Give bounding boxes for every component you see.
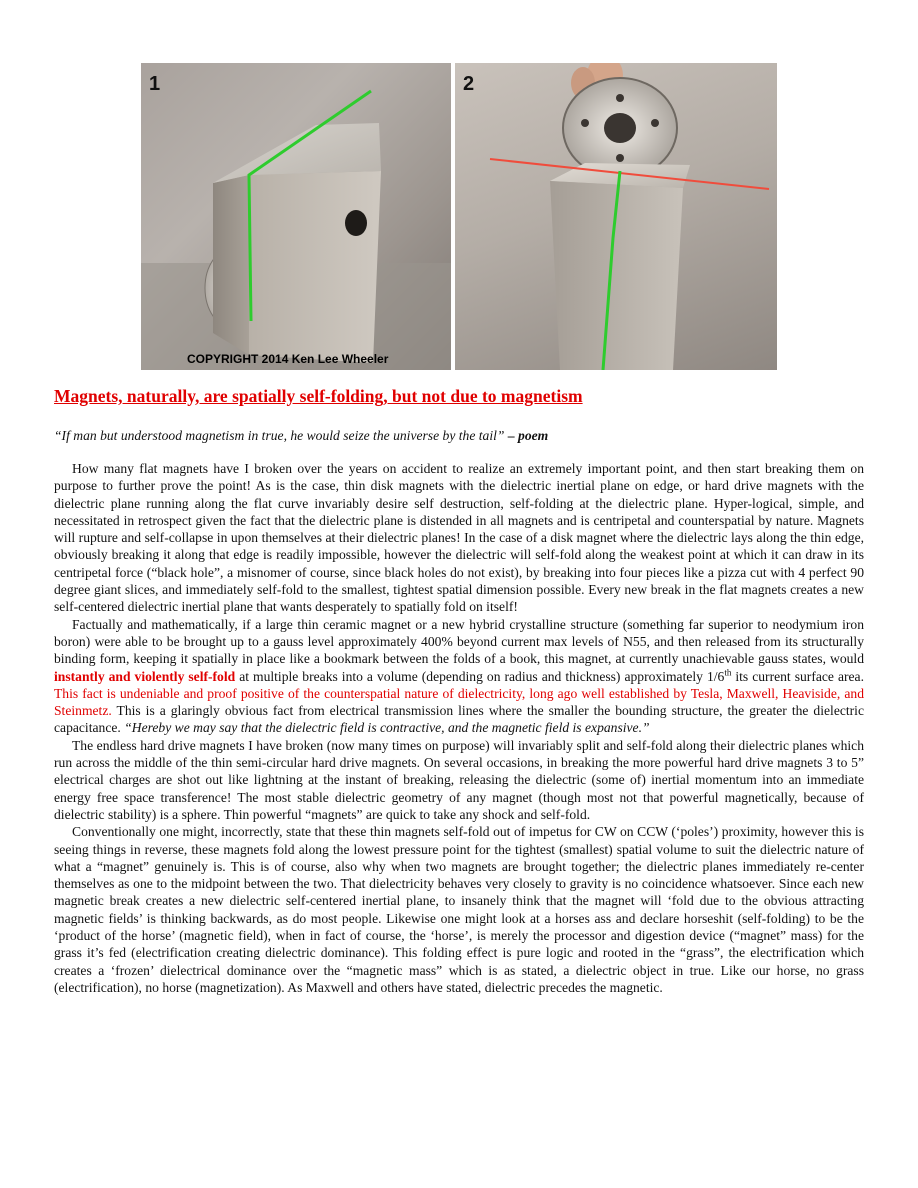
epigraph-quote: “If man but understood magnetism in true, he would seize the universe by the tail” [54,428,505,443]
panel-number-1: 1 [149,73,161,95]
cube-magnet-illustration [455,63,777,370]
paragraph-4: Conventionally one might, incorrectly, state that these thin magnets self-fold out of impetus for CW on CCW (‘poles’) proximity, however this is seeing things in reverse, these magnets fold along the lowest pressure point for the tightest (smallest) spatial volume to suit the dielectric nature of what a “magnet” genuinely is. This is of course, also why when two magnets are brought together; the dielectric planes immediately re-center themselves as one to the midpoint between the two. That dielectricity behaves very closely to gravity is no coincidence whatsoever. Since each new magnetic break creates a new dielectric self-centered inertial plane, to insanely think that the magnet will ‘fold due to the obvious attracting magnetic fields’ is thinking backwards, as do most people. Likewise one might look at a horses ass and declare horseshit (self-folding) to be the ‘product of the horse’ (magnetic field), when in fact of course, the ‘horse’, is merely the processor and digestion device (“magnet” mass) for the grass it’s fed (electrification creating dielectric dominance). This folding effect is pure logic and rooted in the “grass”, the electrification which creates a ‘frozen’ dielectrical dominance over the “magnetic mass” which is as stated, a dielectric object in true. Like our horse, no grass (electrification), no horse (magnetization). As Maxwell and others have stated, dielectric precedes the magnetic. [54,824,864,995]
photo-panel-2 [455,63,777,370]
paragraph-2-part-d: its current surface area. [731,668,864,684]
paragraph-2-superscript: th [724,667,732,678]
block-magnet-illustration [141,63,451,370]
panel-number-2: 2 [463,73,475,95]
paragraph-2-italic-quote: “Hereby we may say that the dielectric field is contractive, and the magnetic field is expansive.” [124,720,650,736]
paragraph-2-part-a: Factually and mathematically, if a large thin ceramic magnet or a new hybrid crystalline structure (something far superior to neodymium iron boron) were able to be brought up to a gauss level approximately 400% beyond current max levels of N55, and then released from its structurally binding form, keeping it spatially in place like a bookmark between the folds of a book, this magnet, at currently unachievable gauss states, would [54,616,864,667]
copyright-caption: COPYRIGHT 2014 Ken Lee Wheeler [187,352,389,366]
paragraph-3: The endless hard drive magnets I have broken (now many times on purpose) will invariably split and self-fold along their dielectric planes which run across the middle of the thin semi-circular hard drive magnets. On several occasions, in breaking the more powerful hard drive magnets 3 to 5” electrical charges are shot out like lightning at the instant of breaking, releasing the dielectric (some of) inertial momentum into an immediate energy free space transference! The most stable dielectric geometry of any magnet (though most not that powerful magnetically, because of dielectric stability) is a sphere. Thin powerful “magnets” are quick to take any shock and self-fold. [54,737,864,822]
paragraph-2-emphasis: instantly and violently self-fold [54,668,236,684]
article-heading: Magnets, naturally, are spatially self-folding, but not due to magnetism [54,386,583,406]
paragraph-1: How many flat magnets have I broken over the years on accident to realize an extremely important point, and then start breaking them on purpose to further prove the point! As is the case, thin disk magnets with the dielectric inertial plane on edge, or hard drive magnets with the dielectric plane running along the flat curve invariably desire self destruction, self-folding at the dielectric plane. Hyper-logical, simple, and necessitated in retrospect given the fact that the dielectric plane is distended in all magnets and is centripetal and counterspatial by nature. Magnets will rupture and self-collapse in upon themselves at their dielectric planes! In the case of a disk magnet where the dielectric lays along the thin edge, obviously breaking it along that edge is readily impossible, however the dielectric will self-fold along the weakest point at which it can draw in its centripetal force (“black hole”, a misnomer of course, since black holes do not exist), by breaking into four pieces like a pizza cut with 4 perfect 90 degree giant slices, and immediately self-fold to the smallest, tightest spatial dimension possible. Every new break in the flat magnets creates a new self-centered dielectric inertial plane that wants desperately to spatially fold on itself! [54,461,864,615]
article-body [54,386,864,996]
epigraph [54,427,864,444]
epigraph-attribution: – poem [507,428,549,443]
paragraph-2-red-statement: This fact is undeniable and proof positive of the counterspatial nature of dielectricity, long ago well established by Tesla, Maxwell, Heaviside, and Steinmetz. [54,685,864,719]
paragraph-2-part-f: This is a glaringly obvious fact from electrical transmission lines where the smaller the bounding structure, the greater the dielectric capacitance. [54,703,864,736]
paragraph-2 [54,616,864,737]
photo-panel-1 [141,63,451,370]
magnet-photo-figure [141,63,777,370]
paragraph-2-part-c: at multiple breaks into a volume (depending on radius and thickness) approximately 1/6 [235,668,725,684]
